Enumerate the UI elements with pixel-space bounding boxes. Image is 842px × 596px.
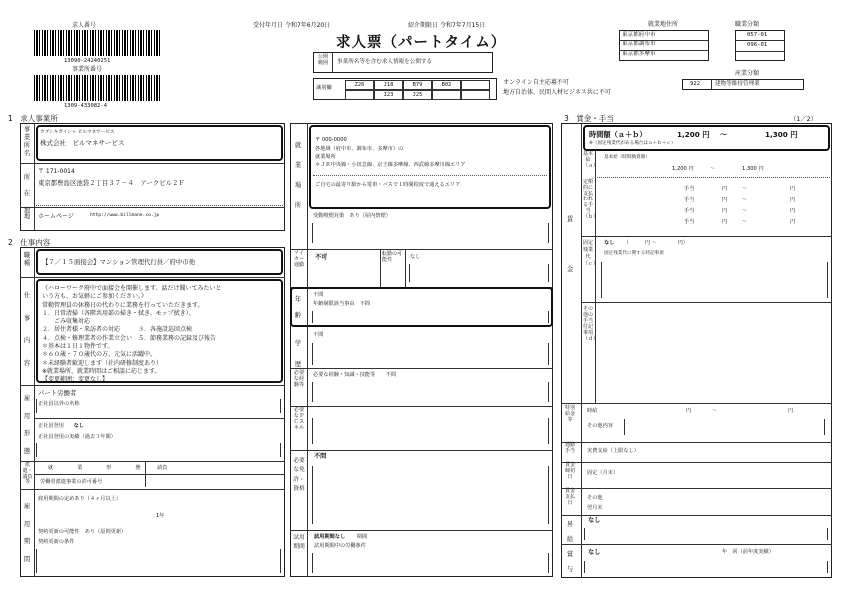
allowance-name: 手当 (684, 197, 695, 203)
company-name: 株式会社 ビルマネサービス (40, 139, 125, 147)
allowance-yen-min: 円 (722, 219, 728, 225)
education-label: 学歴 (294, 340, 302, 369)
closing-value: 固定（月末） (587, 470, 619, 476)
id-cell: J18 (374, 80, 403, 90)
dispatch-headers (48, 465, 143, 472)
job-content-line: 【変更範囲：変更なし】 (42, 376, 109, 384)
industry-name: 建物等維持管理業 (715, 81, 760, 87)
occupation-code-box (735, 30, 785, 61)
job-content-line: ＊６０歳・７０歳代の方、元気に活躍中。 (42, 351, 157, 359)
work-place-commute: ご自宅の最寄り駅から電車・バスで１時間程度で通えるエリア (315, 182, 461, 188)
company-kana: カブシキガイシャ ビルマネサービス (40, 130, 115, 135)
dispatch-header-4: 態 (135, 465, 143, 471)
occupation-label: 職種 (23, 252, 31, 267)
allowance-yen-min: 円 (722, 208, 728, 214)
work-place-label: 就業場所 (294, 142, 302, 210)
allowance-tilde: ～ (742, 197, 748, 203)
company-box (36, 125, 283, 161)
job-content-line: ２．居住者様・来訪者の対応 ３．各施設巡回点検 (42, 326, 193, 334)
commute-label: 通勤手当 (564, 442, 575, 454)
homepage-side-label: 地 (23, 213, 31, 220)
id-cell: B02 (432, 80, 461, 90)
job-number-label: 求人番号 (72, 22, 97, 29)
closing-label: 賃金締切日 (564, 462, 575, 480)
age-value: 不問 (313, 292, 324, 298)
allowance-name: 手当 (684, 208, 695, 214)
dispatch-header-2: 業 (77, 465, 85, 471)
payday-value-1: その他 (587, 495, 603, 501)
raise-value: なし (588, 517, 601, 524)
special-label: 特別給金等 (564, 405, 575, 423)
special-hourly: 時給 (587, 408, 598, 414)
trial-period: 期間 (356, 534, 368, 540)
industry-label: 産業分類 (735, 70, 760, 77)
special-tilde: ～ (712, 408, 718, 414)
bonus-value: なし (588, 549, 601, 556)
basic-pay-label: 基本給（時間換算額） (604, 155, 650, 160)
renewal-conditions: 契約更新の条件 (38, 539, 75, 545)
id-cell: B79 (403, 80, 432, 90)
regular-value: なし (73, 423, 84, 429)
section2-heading: 2 仕事内容 (8, 238, 51, 247)
fixed-ot-note-header: ※（固定残業代がある場合はａ＋ｂ＋ｃ） (589, 141, 676, 146)
fixed-ot-row (604, 240, 688, 247)
employment-name: 正社員以外の名称 (38, 401, 80, 407)
trial-row (314, 534, 367, 541)
dispatch-header-3: 形 (106, 465, 114, 471)
homepage-url[interactable]: http://www.billmane.co.jp (90, 213, 160, 218)
work-place-lines: ＊ＪＲ中央線・小田急線、京王線多摩線、西武線多摩川線エリア (315, 162, 466, 168)
work-place-areas-label: 就業場所 (315, 154, 336, 160)
trial-conditions: 試用期間中の労働条件 (314, 543, 366, 549)
occupation-code-2: 096-01 (747, 42, 768, 48)
special-yen-1: 円 (686, 408, 692, 414)
allowance-label: 定額的に支払われる手当（ｂ） (583, 179, 599, 220)
work-location-1: 東京都府中市 (622, 32, 656, 38)
hourly-min: 1,200 円 (677, 130, 710, 139)
dispatch-type: 請負 (157, 465, 168, 471)
allowance-yen-min: 円 (722, 197, 728, 203)
id-cell (345, 90, 374, 100)
id-cell: J25 (403, 90, 432, 100)
work-place-postal: 〒 000-0000 (315, 137, 347, 143)
fixed-ot-note: 固定残業代に関する特記事項 (604, 251, 664, 256)
receipt-label: 受付年月日 (253, 22, 284, 29)
basic-tilde: ～ (710, 166, 716, 172)
id-label: 識別欄 (316, 85, 332, 91)
transfer-label: 転勤の可能性 (382, 251, 403, 263)
bonus-label: 賞与 (566, 551, 574, 574)
section3-heading: 3 賃金・手当 (564, 114, 614, 123)
occupation-code-1: 057-01 (747, 32, 768, 38)
period-value: 雇用期間の定めあり（４ヶ月以上） (38, 496, 122, 502)
transfer-value: なし (410, 254, 421, 260)
wage-label: 賃金 (566, 216, 574, 274)
commute-value: 実費支給（上限なし） (587, 448, 639, 454)
industry-code: 922 (690, 81, 701, 87)
allowance-yen-max: 円 (790, 197, 796, 203)
occupation-code-label: 職業分類 (735, 21, 760, 28)
publish-range-box (313, 52, 493, 73)
job-content-line: ＊基本は１日１物件です。 (42, 343, 114, 351)
address-label: 所在地 (23, 174, 31, 214)
allowance-name: 手当 (684, 186, 695, 192)
job-number-barcode (34, 30, 162, 56)
payday-value-2: 翌月末 (587, 505, 603, 511)
experience-label: 必要な経験等 (293, 370, 305, 388)
basic-max: 1,300 円 (742, 166, 764, 172)
office-number: 1309-433082-4 (64, 103, 108, 109)
id-cell (461, 90, 490, 100)
payday-label: 賃金支払日 (564, 488, 575, 506)
renewal: 契約更新の可能性 あり（原則更新） (38, 529, 127, 535)
page-number: （1／2） (790, 116, 817, 123)
office-number-barcode (34, 75, 162, 101)
work-place-areas: 各地域（府中市、調布市、多摩市）の (315, 146, 404, 152)
company-label: 事業所名 (23, 126, 31, 157)
dispatch-label: 派遣・請負等 (22, 462, 33, 486)
education-value: 不問 (313, 332, 324, 338)
receipt-date-row (253, 22, 330, 30)
allowance-yen-min: 円 (722, 186, 728, 192)
publish-label: 公開範囲 (317, 54, 328, 66)
id-cell: I23 (374, 90, 403, 100)
company-address: 東京都豊島区池袋２丁目３７－４ アークビル２Ｆ (38, 179, 185, 187)
job-content-line: 《ハローワーク府中で面接会を開催します。話だけ聞いてみたいと (42, 285, 222, 292)
dispatch-header-1: 就 (48, 465, 56, 471)
homepage-label: ホームページ (38, 213, 74, 220)
regular-label-row (38, 423, 84, 430)
work-location-3: 東京都多摩市 (622, 51, 656, 57)
id-cell: Z26 (345, 80, 374, 90)
work-location-box (619, 30, 709, 61)
basic-min: 1,200 円 (672, 166, 694, 172)
trial-label: 試用期間 (293, 535, 305, 550)
bonus-times: 年 回（前年度実績） (722, 549, 774, 555)
fixed-ot-range: （ 円 ～ 円） (624, 240, 688, 246)
regular-label: 正社員登用 (38, 423, 64, 429)
job-content-line: ４．点検・修理業者の作業立会い ５．節務業務の記録及び報告 (42, 334, 217, 342)
dispatch-permit: 労働者派遣事業の許可番号 (40, 479, 103, 485)
employment-type-label: 雇用形態 (23, 395, 31, 455)
allowance-yen-max: 円 (790, 186, 796, 192)
employment-type: パート労働者 (38, 389, 77, 397)
job-content-line: ＊未経験者歓迎します（社内研修制度あり） (42, 359, 163, 367)
job-content-line: ごみ収集対応 (42, 318, 91, 326)
allowance-tilde: ～ (742, 186, 748, 192)
referral-label: 紹介期限日 (408, 22, 439, 29)
smoking-policy: 受動喫煙対策 あり（屋内禁煙） (313, 213, 391, 219)
work-place-box (309, 125, 551, 209)
job-content-line: １．日常清掃（各階共用部の掃き・拭き、モップ拭き）、 (42, 309, 195, 317)
regular-record: 正社員登用の実績（過去３年間） (38, 434, 116, 440)
job-number: 13090-24240251 (64, 58, 111, 64)
age-limit: 年齢制限該当事由 不問 (313, 301, 371, 307)
occupation-box (36, 249, 283, 275)
allowance-name: 手当 (684, 219, 695, 225)
age-label: 年齢 (294, 296, 302, 320)
work-location-2: 東京都調布市 (622, 41, 656, 47)
job-content-box (36, 279, 283, 383)
mycar-value: 不可 (315, 254, 328, 261)
job-content-line: ※就業場所、就業時間はご相談に応じます。 (42, 367, 161, 375)
hourly-label: 時間額（ａ＋ｂ） (589, 130, 647, 139)
job-content-line: いう方も、お気軽にご参加ください。》 (42, 293, 148, 301)
job-content-line: 常勤管理員の休務日の代わりに業務を行っていただきます。 (42, 301, 204, 309)
special-yen-2: 円 (788, 408, 794, 414)
publish-value: 事業所名等を含む求人情報を公開する (337, 59, 433, 65)
fixed-ot-label: 固定残業代（ｃ） (583, 240, 599, 267)
allowance-yen-max: 円 (790, 219, 796, 225)
raise-label: 昇給 (566, 521, 574, 544)
allowance-tilde: ～ (742, 219, 748, 225)
receipt-date: 令和7年6月20日 (284, 22, 331, 29)
referral-date-row (408, 22, 485, 30)
job-content-label: 仕事内容 (23, 292, 31, 367)
pc-skill-label: 必要なＰＣスキル (293, 407, 305, 431)
hourly-max: 1,300 円 (765, 130, 798, 139)
special-other: その他内容 (587, 423, 613, 429)
period-length: 1年 (156, 513, 165, 519)
online-note: オンライン自主応募不可 (503, 79, 569, 86)
industry-box (682, 79, 804, 90)
license-label: 必要な免許・資格 (293, 458, 305, 492)
fixed-ot-value: なし (604, 240, 615, 246)
experience-value: 必要な経験・知識・技能等 不問 (313, 372, 397, 378)
mycar-label: マイカー通勤 (293, 250, 304, 268)
period-label: 雇用期間 (23, 503, 31, 563)
office-number-label: 事業所番号 (72, 66, 103, 73)
id-cell (432, 90, 461, 100)
other-allowance-label: その他の手当付記事項（ｄ） (583, 306, 599, 342)
allowance-yen-max: 円 (790, 208, 796, 214)
postal-code: 〒 171-0014 (38, 168, 75, 175)
trial-value: 試用期間なし (314, 534, 346, 540)
hourly-tilde: ～ (720, 130, 728, 139)
license-value: 不問 (314, 453, 327, 460)
section1-heading: 1 求人事業所 (8, 114, 58, 123)
basic-label: 基本給（ａ） (583, 151, 599, 169)
agency-note: 地方自治体、民間人材ビジネス共に不可 (503, 89, 611, 96)
id-cell (461, 80, 490, 90)
allowance-tilde: ～ (742, 208, 748, 214)
referral-date: 令和7年7月15日 (439, 22, 486, 29)
hourly-wage-box (583, 125, 830, 151)
page-title: 求人票（パートタイム） (336, 35, 507, 51)
occupation-value: 【７／１５面接会】マンション管理代行員／府中市他 (42, 258, 196, 266)
work-location-label: 就業地住所 (648, 21, 679, 28)
